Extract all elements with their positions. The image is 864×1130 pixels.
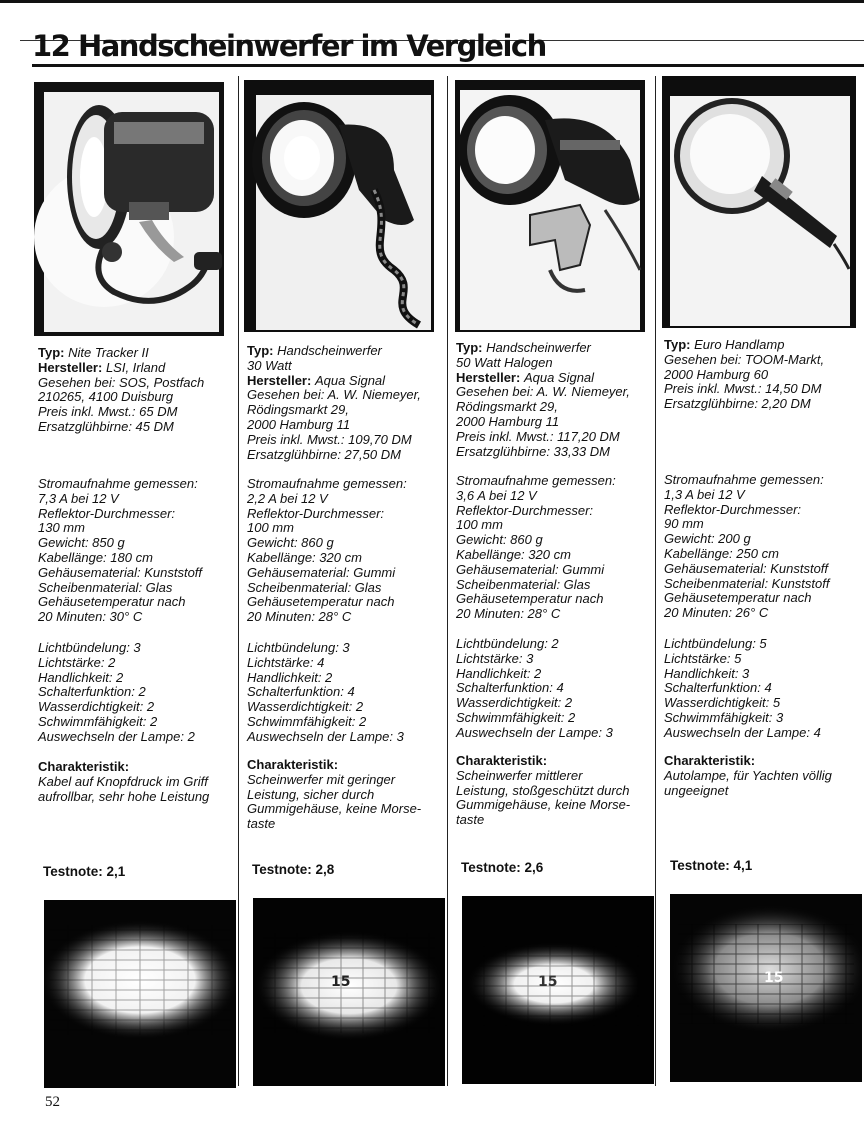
beam-number-label: 15 [538,974,558,990]
product-photo-euro-handlamp [662,76,856,328]
specs-block: Stromaufnahme gemessen: 7,3 A bei 12 V Reflektor-Durchmesser: 130 mm Gewicht: 850 g Kabellänge: 180 cm Gehäusematerial: Kunststoff Scheibenmaterial: Glas Gehäusetemperatur nach 20 Minuten: 30° C [38,476,203,625]
product-photo-aqua-signal-50w [455,80,645,332]
vendor-line: Gesehen bei: A. W. Niemeyer, [247,387,421,403]
product-photo-aqua-signal-30w [244,80,434,332]
product-column-3 [456,340,656,828]
ratings-block: Lichtbündelung: 5 Lichtstärke: 5 Handlichkeit: 3 Schalterfunktion: 4 Wasserdichtigkeit: 5 Schwimmfähigkeit: 3 Auswechseln der Lampe: 4 [664,636,821,740]
product-photo-nite-tracker [34,82,224,336]
ratings-block: Lichtbündelung: 3 Lichtstärke: 4 Handlichkeit: 2 Schalterfunktion: 4 Wasserdichtigkeit: 2 Schwimmfähigkeit: 2 Auswechseln der Lampe: 3 [247,640,404,744]
vendor-line: 210265, 4100 Duisburg [38,389,174,405]
vendor-line: 2000 Hamburg 11 [456,413,560,429]
specs-block: Stromaufnahme gemessen: 2,2 A bei 12 V Reflektor-Durchmesser: 100 mm Gewicht: 860 g Kabellänge: 320 cm Gehäusematerial: Gummi Scheibenmaterial: Glas Gehäusetemperatur nach 20 Minuten: 28° C [247,476,407,625]
page-number: 52 [45,1094,60,1110]
testnote-3: Testnote: 2,6 [461,860,544,875]
hersteller-line: Hersteller: Aqua Signal [456,369,595,385]
product-column-2 [247,343,447,832]
vendor-line: Rödingsmarkt 29, [456,399,558,415]
price-line: Preis inkl. Mwst.: 14,50 DM [664,381,822,397]
product-column-1 [38,345,238,804]
charakteristik-block: Charakteristik: Kabel auf Knopfdruck im Griff aufrollbar, sehr hohe Leistung [38,759,210,804]
typ-line: Typ: Handscheinwerfer [247,343,382,358]
specs-block: Stromaufnahme gemessen: 1,3 A bei 12 V Reflektor-Durchmesser: 90 mm Gewicht: 200 g Kabellänge: 250 cm Gehäusematerial: Kunststoff Scheibenmaterial: Kunststoff Gehäusetemperatur nach 20 Minuten: 26° C [664,472,830,621]
charakteristik-block: Charakteristik: Scheinwerfer mittlerer Leistung, stoßgeschützt durch Gummigehäuse, keine Morse- taste [456,753,631,828]
ratings-block: Lichtbündelung: 3 Lichtstärke: 2 Handlichkeit: 2 Schalterfunktion: 2 Wasserdichtigkeit: 2 Schwimmfähigkeit: 2 Auswechseln der Lampe: 2 [38,640,195,744]
typ-line: Typ: Handscheinwerfer [456,340,591,355]
beam-test-photo-4 [670,894,862,1082]
product-column-4 [664,337,864,798]
specs-block: Stromaufnahme gemessen: 3,6 A bei 12 V Reflektor-Durchmesser: 100 mm Gewicht: 860 g Kabellänge: 320 cm Gehäusematerial: Gummi Scheibenmaterial: Glas Gehäusetemperatur nach 20 Minuten: 28° C [456,473,616,622]
hersteller-line: Hersteller: Aqua Signal [247,372,386,388]
vendor-line: 2000 Hamburg 11 [247,416,351,432]
vendor-line: Rödingsmarkt 29, [247,402,349,418]
price-line: Preis inkl. Mwst.: 117,20 DM [456,428,620,444]
ratings-block: Lichtbündelung: 2 Lichtstärke: 3 Handlichkeit: 2 Schalterfunktion: 4 Wasserdichtigkeit: 2 Schwimmfähigkeit: 2 Auswechseln der Lampe: 3 [456,636,613,740]
vendor-line: Gesehen bei: TOOM-Markt, [664,351,825,367]
bulb-price-line: Ersatzglühbirne: 33,33 DM [456,443,610,459]
charakteristik-block: Charakteristik: Scheinwerfer mit geringer Leistung, sicher durch Gummigehäuse, keine Morse- taste [247,757,422,832]
vendor-line: Gesehen bei: A. W. Niemeyer, [456,384,630,400]
beam-test-photo-1 [44,900,236,1088]
testnote-4: Testnote: 4,1 [670,858,753,873]
top-edge-line [0,0,864,3]
price-line: Preis inkl. Mwst.: 109,70 DM [247,431,412,447]
beam-test-photo-2 [253,898,445,1086]
bulb-price-line: Ersatzglühbirne: 27,50 DM [247,446,401,462]
price-line: Preis inkl. Mwst.: 65 DM [38,404,178,420]
testnote-1: Testnote: 2,1 [43,864,126,879]
beam-number-label: 15 [331,974,351,990]
typ-extra-line: 30 Watt [247,357,292,373]
vendor-line: 2000 Hamburg 60 [664,366,769,382]
page-title: 12 Handscheinwerfer im Vergleich [32,29,546,63]
vendor-line: Gesehen bei: SOS, Postfach [38,374,205,390]
beam-number-label: 15 [764,970,784,986]
bulb-price-line: Ersatzglühbirne: 45 DM [38,418,174,434]
bulb-price-line: Ersatzglühbirne: 2,20 DM [664,396,811,412]
testnote-2: Testnote: 2,8 [252,862,335,877]
typ-line: Typ: Nite Tracker II [38,345,149,360]
title-rule [32,64,864,67]
typ-line: Typ: Euro Handlamp [664,337,785,352]
charakteristik-block: Charakteristik: Autolampe, für Yachten völlig ungeeignet [664,753,832,798]
hersteller-line: Hersteller: LSI, Irland [38,359,166,375]
beam-test-photo-3 [462,896,654,1084]
typ-extra-line: 50 Watt Halogen [456,354,553,370]
